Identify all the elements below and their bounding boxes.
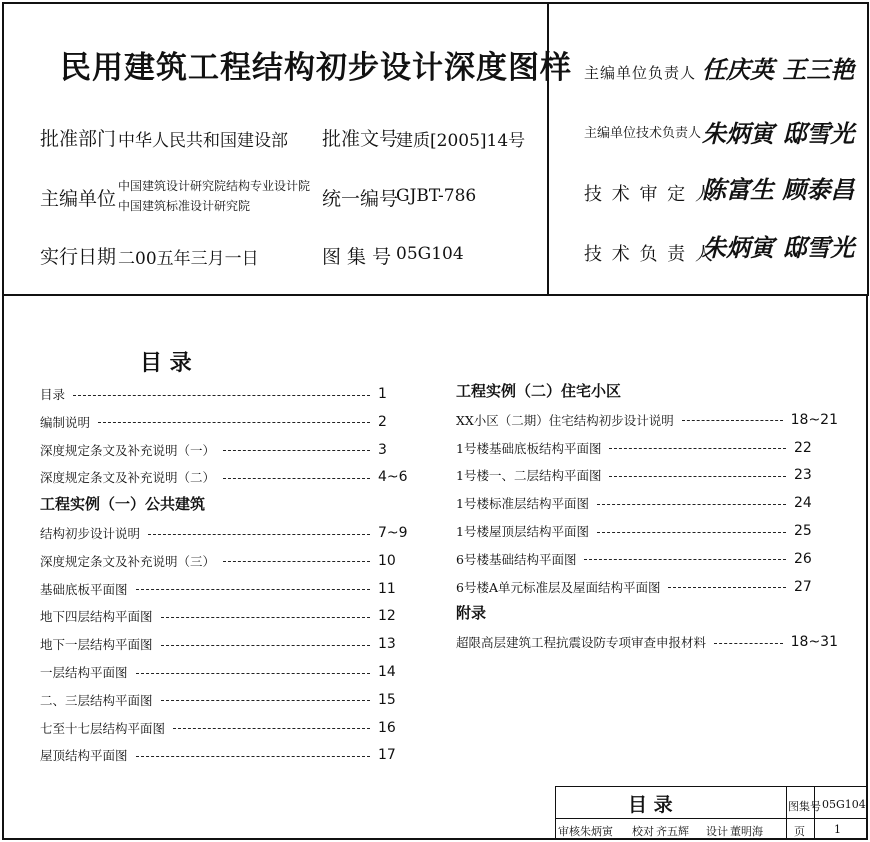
title-block-atlas-value: 05G104: [822, 798, 866, 811]
toc-entry: [40, 745, 422, 765]
page-title: 民用建筑工程结构初步设计深度图样: [60, 50, 572, 86]
toc-entry: [40, 551, 422, 571]
approve-dept-label: 批准部门: [40, 128, 117, 150]
toc-entry-page: 23: [794, 467, 812, 484]
toc-leader-dashes: [173, 728, 370, 729]
title-block-design-name: 董明海: [730, 825, 763, 838]
toc-entry-title: 深度规定条文及补充说明（三）: [40, 553, 216, 569]
toc-entry-title: 深度规定条文及补充说明（二）: [40, 470, 216, 486]
title-block-review-label: 审核: [558, 825, 580, 838]
toc-entry: [456, 493, 838, 513]
signature-tech-head: 朱炳寅 邸雪光: [702, 119, 855, 148]
toc-entry-title: 地下四层结构平面图: [40, 609, 153, 625]
signature-editor-head: 任庆英 王三艳: [702, 55, 855, 84]
atlas-no-value: 05G104: [396, 244, 464, 264]
signature-reviewer: 陈富生 顾泰昌: [702, 175, 855, 204]
toc-entry-page: 13: [378, 636, 396, 653]
toc-entry-page: 11: [378, 580, 396, 597]
toc-entry-title: 编制说明: [40, 414, 91, 430]
title-block-check-label: 校对: [632, 825, 654, 838]
toc-entry-title: 1号楼标准层结构平面图: [456, 496, 589, 512]
toc-entry: [456, 549, 838, 569]
toc-leader-dashes: [609, 476, 786, 477]
toc-entry-title: 超限高层建筑工程抗震设防专项审查申报材料: [456, 635, 707, 651]
signature-tech-lead: 朱炳寅 邸雪光: [702, 233, 855, 262]
toc-section-heading: 工程实例（二）住宅小区: [456, 382, 622, 400]
toc-leader-dashes: [136, 756, 370, 757]
toc-entry: [456, 438, 838, 458]
toc-entry: [40, 384, 422, 404]
effective-date-value: 二00五年三月一日: [118, 249, 259, 269]
signature-label-tech-head: 主编单位技术负责人: [584, 126, 702, 141]
toc-heading: 目 录: [140, 350, 192, 376]
toc-entry-page: 15: [378, 691, 396, 708]
toc-leader-dashes: [584, 559, 786, 560]
toc-entry-page: 27: [794, 578, 812, 595]
title-block-name: 目 录: [628, 794, 673, 816]
toc-entry-page: 16: [378, 719, 396, 736]
toc-entry-title: 基础底板平面图: [40, 581, 128, 597]
toc-entry-title: 深度规定条文及补充说明（一）: [40, 442, 216, 458]
toc-leader-dashes: [161, 617, 370, 618]
toc-entry-title: 二、三层结构平面图: [40, 692, 153, 708]
toc-entry: [40, 634, 422, 654]
toc-entry: [40, 467, 422, 487]
title-block-page-label: 页: [794, 825, 805, 838]
toc-entry: [456, 632, 838, 652]
signature-label-tech-lead: 技 术 负 责 人: [584, 244, 715, 265]
toc-entry-title: 1号楼屋顶层结构平面图: [456, 524, 589, 539]
toc-leader-dashes: [98, 422, 370, 423]
toc-entry: [40, 662, 422, 682]
editor-unit-line2: 中国建筑标准设计研究院: [118, 199, 251, 213]
toc-entry-title: 一层结构平面图: [40, 665, 128, 680]
toc-entry-page: 18~31: [790, 634, 838, 651]
toc-leader-dashes: [136, 589, 370, 590]
toc-entry-title: 目录: [40, 387, 66, 402]
toc-entry-page: 3: [378, 441, 387, 458]
toc-entry: [40, 690, 422, 710]
atlas-no-label: 图 集 号: [322, 246, 392, 268]
toc-entry-page: 17: [378, 747, 396, 764]
toc-entry: [40, 718, 422, 738]
toc-entry-title: 地下一层结构平面图: [40, 637, 153, 653]
toc-entry: [456, 410, 838, 430]
toc-leader-dashes: [597, 504, 786, 505]
toc-entry-title: 1号楼基础底板结构平面图: [456, 440, 602, 456]
title-block-page-value: 1: [834, 823, 841, 836]
toc-entry-page: 10: [378, 552, 396, 569]
toc-entry-page: 2: [378, 413, 387, 430]
toc-leader-dashes: [161, 645, 370, 646]
toc-entry-page: 4~6: [378, 469, 408, 486]
toc-entry-title: 屋顶结构平面图: [40, 748, 128, 764]
toc-entry-title: 1号楼一、二层结构平面图: [456, 468, 602, 484]
toc-entry-page: 1: [378, 386, 387, 402]
editor-unit-line1: 中国建筑设计研究院结构专业设计院: [118, 179, 311, 193]
title-block-design-label: 设计: [706, 825, 728, 838]
toc-entry-page: 7~9: [378, 525, 408, 541]
toc-entry: [40, 440, 422, 460]
title-block-vline1: [786, 786, 787, 840]
effective-date-label: 实行日期: [40, 246, 117, 268]
toc-leader-dashes: [148, 534, 370, 535]
toc-entry: [40, 523, 422, 543]
unified-no-value: GJBT-786: [396, 186, 477, 206]
title-block-review-name: 朱炳寅: [580, 825, 613, 838]
toc-entry: [40, 579, 422, 599]
toc-leader-dashes: [223, 478, 370, 479]
signature-label-editor-head: 主编单位负责人: [584, 64, 697, 82]
toc-leader-dashes: [668, 587, 786, 588]
approve-dept-value: 中华人民共和国建设部: [118, 131, 288, 151]
title-block-atlas-label: 图集号: [788, 800, 821, 813]
toc-entry: [456, 521, 838, 541]
toc-entry-title: 6号楼基础结构平面图: [456, 551, 577, 567]
toc-entry-page: 12: [378, 608, 396, 625]
toc-entry-title: 七至十七层结构平面图: [40, 720, 166, 736]
toc-entry-page: 26: [794, 550, 812, 567]
toc-entry-page: 22: [794, 439, 812, 456]
toc-entry: [456, 465, 838, 485]
toc-entry: [456, 577, 838, 597]
toc-section-heading: 工程实例（一）公共建筑: [40, 495, 206, 514]
title-block-check-name: 齐五辉: [656, 825, 689, 838]
toc-leader-dashes: [161, 700, 370, 701]
toc-leader-dashes: [223, 450, 370, 451]
toc-leader-dashes: [714, 643, 783, 644]
toc-entry-title: 6号楼A单元标准层及屋面结构平面图: [456, 579, 661, 595]
toc-leader-dashes: [682, 420, 783, 421]
toc-leader-dashes: [609, 448, 786, 449]
toc-entry-page: 25: [794, 523, 812, 539]
toc-entry: [40, 606, 422, 626]
toc-entry-title: 结构初步设计说明: [40, 526, 141, 541]
approve-doc-value: 建质[2005]14号: [396, 131, 526, 151]
signature-label-reviewer: 技 术 审 定 人: [584, 184, 715, 205]
unified-no-label: 统一编号: [322, 188, 399, 210]
approve-doc-label: 批准文号: [322, 128, 399, 150]
toc-leader-dashes: [223, 561, 370, 562]
toc-entry-page: 14: [378, 664, 396, 680]
toc-leader-dashes: [73, 395, 370, 396]
toc-entry-page: 24: [794, 495, 812, 512]
toc-leader-dashes: [136, 673, 370, 674]
title-block-hline: [555, 818, 868, 819]
toc-section-heading: 附录: [456, 604, 487, 623]
toc-leader-dashes: [597, 532, 786, 533]
toc-entry: [40, 412, 422, 432]
toc-entry-page: 18~21: [790, 411, 838, 428]
editor-unit-label: 主编单位: [40, 188, 117, 210]
toc-entry-title: XX小区（二期）住宅结构初步设计说明: [456, 412, 674, 428]
